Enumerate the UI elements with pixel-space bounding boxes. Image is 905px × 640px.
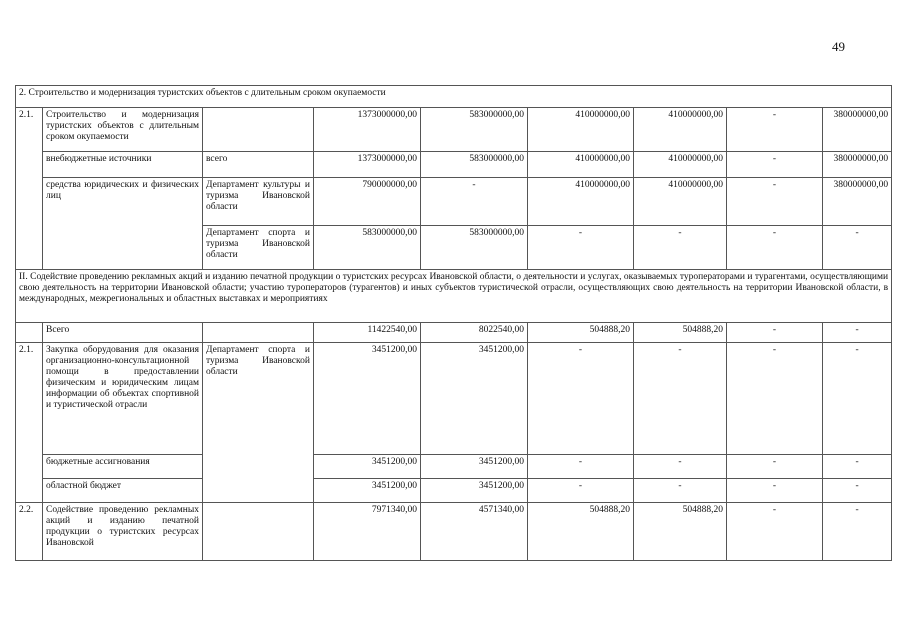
row-executor [203,108,314,152]
row-executor: Департамент культуры и туризма Ивановской области [203,178,314,226]
value-cell: - [528,343,634,455]
row-name: областной бюджет [43,479,203,503]
value-cell: 3451200,00 [421,343,528,455]
row-name: бюджетные ассигнования [43,455,203,479]
value-cell: 410000000,00 [528,108,634,152]
row-name: средства юридических и физических лиц [43,178,203,270]
table-row-total [16,323,892,343]
row-index: 2.2. [16,503,43,561]
table-row [16,152,892,178]
value-cell: - [727,178,823,226]
value-cell: - [823,323,892,343]
value-cell: 3451200,00 [314,479,421,503]
value-cell: 583000000,00 [421,152,528,178]
value-cell: - [634,343,727,455]
budget-table [15,85,892,561]
value-cell: - [727,226,823,270]
value-cell: - [528,479,634,503]
value-cell: - [634,226,727,270]
row-name: Всего [43,323,203,343]
value-cell: 504888,20 [528,503,634,561]
value-cell: 3451200,00 [314,455,421,479]
value-cell: - [421,178,528,226]
value-cell: 3451200,00 [421,479,528,503]
value-cell: 380000000,00 [823,152,892,178]
value-cell: 380000000,00 [823,178,892,226]
page-number: 49 [832,39,845,54]
row-index [16,323,43,343]
value-cell: 410000000,00 [634,108,727,152]
sectionII-title: II. Содействие проведению рекламных акций и изданию печатной продукции о туристских ресурсах Ивановской области, о деятельности и услугах, оказываемых туроператорами и турагентами, осуществляющими свою деятельность на территории Ивановской области; участию туроператоров (турагентов) и иных субъектов туристической отрасли, осуществляющих свою деятельность на территории Ивановской области, в международных, межрегиональных и областных выставках и мероприятиях [16,270,892,323]
row-executor [203,323,314,343]
value-cell: - [823,226,892,270]
value-cell: 1373000000,00 [314,152,421,178]
value-cell: 410000000,00 [528,152,634,178]
value-cell: - [727,108,823,152]
value-cell: - [727,323,823,343]
value-cell: 410000000,00 [634,152,727,178]
value-cell: - [634,479,727,503]
row-executor: всего [203,152,314,178]
value-cell: 380000000,00 [823,108,892,152]
row-name: Содействие проведению рекламных акций и изданию печатной продукции о туристских ресурсах Ивановской [43,503,203,561]
table-row [16,503,892,561]
value-cell: 504888,20 [634,323,727,343]
value-cell: 504888,20 [528,323,634,343]
value-cell: 4571340,00 [421,503,528,561]
row-index: 2.1. [16,343,43,503]
value-cell: - [727,455,823,479]
value-cell: - [528,226,634,270]
value-cell: - [727,152,823,178]
table-row [16,479,892,503]
table-row [16,108,892,152]
value-cell: - [823,455,892,479]
value-cell: - [823,503,892,561]
value-cell: 410000000,00 [634,178,727,226]
value-cell: 11422540,00 [314,323,421,343]
table-row [16,343,892,455]
value-cell: 583000000,00 [421,108,528,152]
section2-title: 2. Строительство и модернизация туристских объектов с длительным сроком окупаемости [16,86,892,108]
value-cell: - [727,343,823,455]
value-cell: - [634,455,727,479]
row-name: внебюджетные источники [43,152,203,178]
value-cell: 8022540,00 [421,323,528,343]
value-cell: 504888,20 [634,503,727,561]
row-executor: Департамент спорта и туризма Ивановской области [203,343,314,503]
section2-header-row [16,86,892,108]
value-cell: 583000000,00 [421,226,528,270]
value-cell: 7971340,00 [314,503,421,561]
value-cell: 3451200,00 [314,343,421,455]
value-cell: - [823,479,892,503]
table-row [16,455,892,479]
value-cell: - [823,343,892,455]
value-cell: 583000000,00 [314,226,421,270]
table-row [16,178,892,226]
value-cell: 790000000,00 [314,178,421,226]
row-index: 2.1. [16,108,43,270]
sectionII-header-row [16,270,892,323]
value-cell: - [528,455,634,479]
row-executor: Департамент спорта и туризма Ивановской области [203,226,314,270]
value-cell: 3451200,00 [421,455,528,479]
value-cell: - [727,479,823,503]
row-executor [203,503,314,561]
value-cell: - [727,503,823,561]
row-name: Закупка оборудования для оказания организационно-консультационной помощи в предоставлении физическим и юридическим лицам информации об объектах спортивной и туристической отрасли [43,343,203,455]
value-cell: 1373000000,00 [314,108,421,152]
row-name: Строительство и модернизация туристских объектов с длительным сроком окупаемости [43,108,203,152]
value-cell: 410000000,00 [528,178,634,226]
